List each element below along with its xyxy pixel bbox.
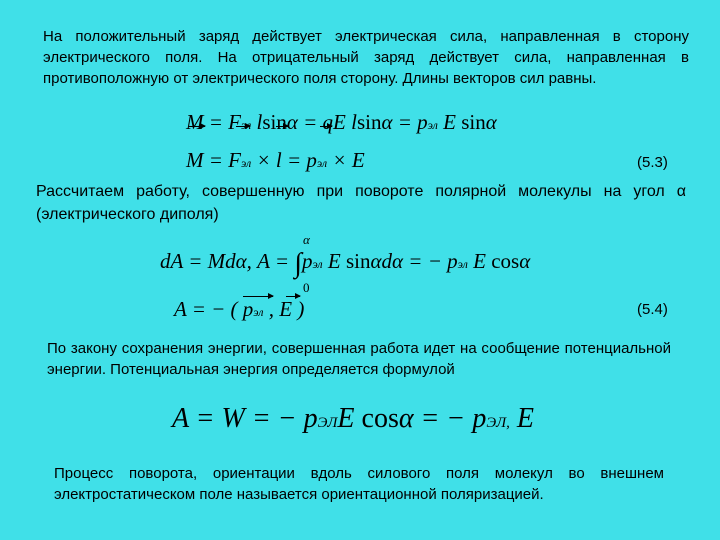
vector-arrow — [236, 126, 250, 127]
vector-arrow — [276, 126, 288, 127]
equation-number-5-3: (5.3) — [637, 154, 668, 171]
integral-upper-limit: α — [303, 232, 310, 247]
paragraph-orientation: Процесс поворота, ориентации вдоль силового поля молекул во внешнем электростатическом поле называется ориентационной поляризацией. — [54, 465, 664, 503]
equation-moment-1: M = Fэл lsinα = qE lsinα = pэл E sinα — [186, 110, 497, 134]
paragraph-energy: По закону сохранения энергии, совершенная работа идет на сообщение потенциальной энергии. Потенциальная энергия определяется формулой — [47, 340, 671, 378]
equation-energy: A = W = − pЭЛE cosα = − pЭЛ, E — [172, 403, 534, 434]
paragraph-electric-force: На положительный заряд действует электрическая сила, направленная в сторону электрического поля. На отрицательный заряд действует сила, направленная в противоположную от электрического поля сторону. Длины векторов сил равны. — [43, 28, 689, 87]
equation-work: dA = Mdα, A = ∫pэл E sinαdα = − pэл E cosα — [160, 248, 531, 279]
equation-number-5-4: (5.4) — [637, 301, 668, 318]
equation-moment-2: M = Fэл × l = pэл × E — [186, 148, 365, 172]
equation-work-scalar: A = − ( pэл , E ) — [174, 297, 305, 321]
vector-arrow — [320, 126, 332, 127]
integral-lower-limit: 0 — [303, 280, 310, 295]
vector-arrow — [189, 126, 205, 127]
paragraph-work: Рассчитаем работу, совершенную при повороте полярной молекулы на угол α (электрического диполя) — [36, 183, 686, 223]
